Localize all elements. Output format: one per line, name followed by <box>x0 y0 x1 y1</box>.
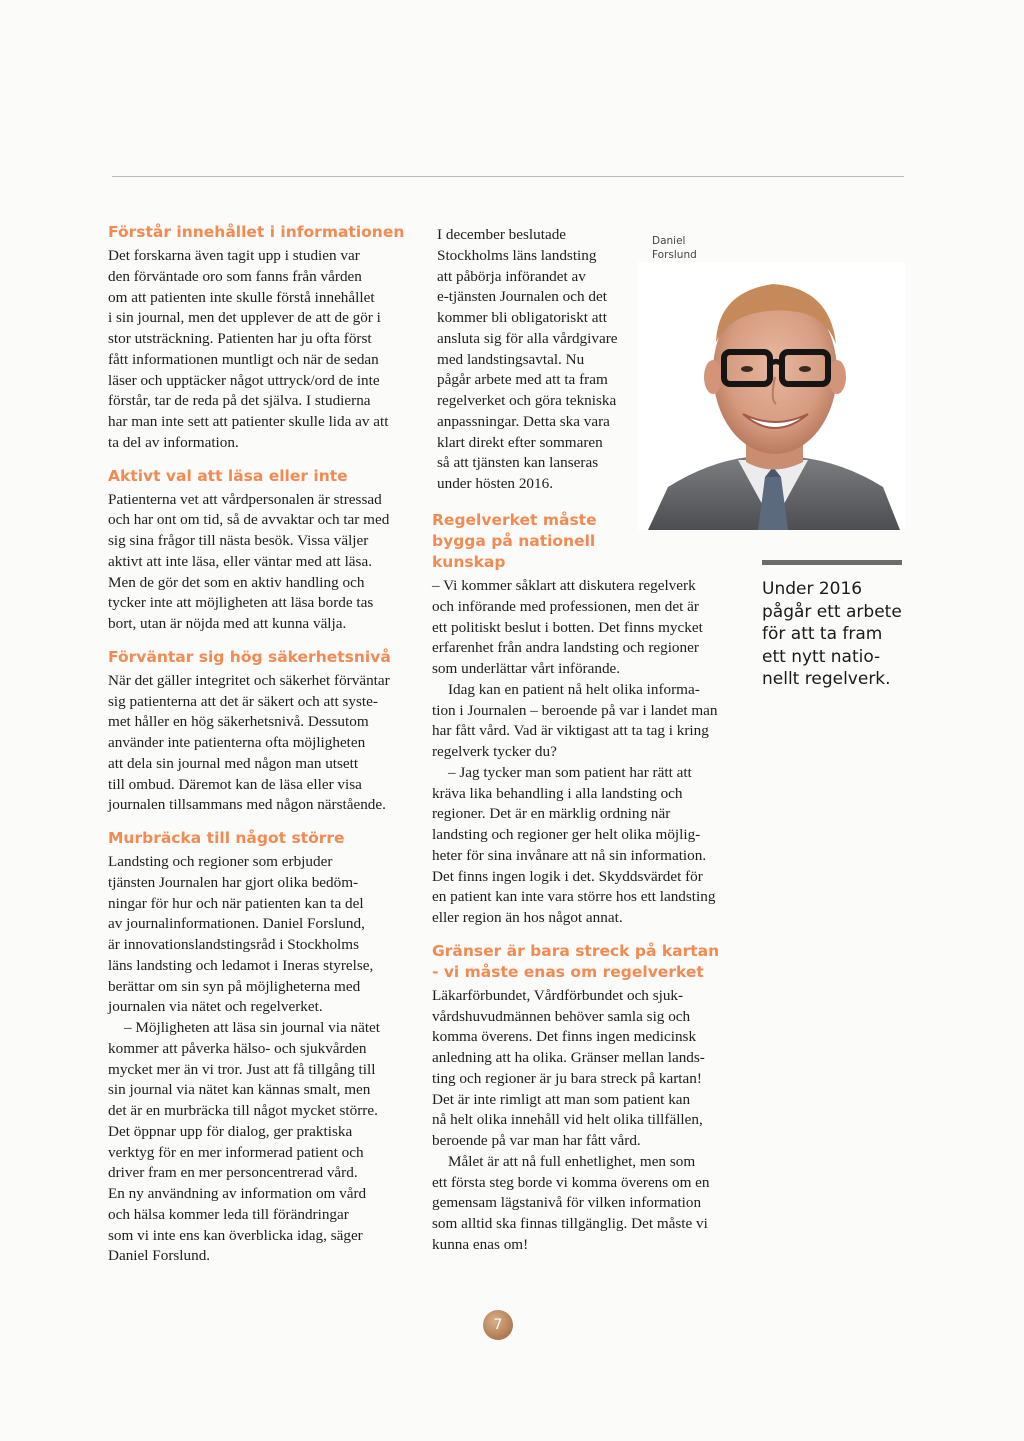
column-left <box>108 222 408 1279</box>
section-heading: Aktivt val att läsa eller inte <box>108 466 348 485</box>
section-sakerhet <box>108 647 408 816</box>
section-heading: Förväntar sig hög säkerhetsnivå <box>108 647 391 666</box>
section-body-quote: – Möjligheten att läsa sin journal via nätet kommer att påverka hälso- och sjukvården mycket mer än vi tror. Just att få tillgång till sin journal via nätet kan kännas smalt, men det är en murbräcka till något mycket större. Det öppnar upp för dialog, ger praktiska verktyg för en mer informerad patient och driver fram en mer personcentrerad vård. En ny användning av information om vård och hälsa kommer leda till förändringar som vi inte ens kan överblicka idag, säger Daniel Forslund. <box>108 1019 381 1265</box>
top-divider <box>112 176 904 177</box>
column-middle <box>432 510 738 1268</box>
section-body: Landsting och regioner som erbjuder tjänsten Journalen har gjort olika bedöm- ningar för hur och när patienten kan ta del av journalinformationen. Daniel Forslund, är innovationslandstingsråd i Stockholms läns landsting och ledamot i Ineras styrelse, berättar om sin syn på möjligheterna med journalen via nätet och regelverket. <box>108 853 374 1016</box>
section-body: – Vi kommer såklart att diskutera regelverk och införande med professionen, men det är ett politiskt beslut i botten. Det finns mycket erfarenhet från andra landsting och regioner som underlättar vårt införande. <box>432 577 703 677</box>
pull-quote: Under 2016 pågår ett arbete för att ta fram ett nytt natio- nellt regelverk. <box>762 579 902 689</box>
section-heading: Gränser är bara streck på kartan - vi måste enas om regelverket <box>432 941 720 981</box>
section-body: Patienterna vet att vårdpersonalen är stressad och har ont om tid, så de avvaktar och tar med sig sina frågor till nästa besök. Vissa väljer aktivt att inte läsa, eller väntar med att läsa. Men de gör det som en aktiv handling och tycker inte att möjligheten att läsa borde tas bort, utan är nöjda med att kunna välja. <box>108 490 390 632</box>
section-body-answer: – Jag tycker man som patient har rätt att kräva lika behandling i alla landsting och regioner. Det är en märklig ordning när landsting och regioner ger helt olika möjlig- heter för sina invånare att nå sin information. Det finns ingen logik i det. Skyddsvärdet för en patient kan inte vara större hos ett landsting eller region än hos något annat. <box>432 763 716 926</box>
portrait-photo <box>638 262 905 530</box>
section-body-question: Idag kan en patient nå helt olika informa- tion i Journalen – beroende på var i landet man har fått vård. Vad är viktigast att ta tag i kring regelverk tycker du? <box>432 680 718 760</box>
intro-paragraph: I december beslutade Stockholms läns landsting att påbörja införandet av e-tjänsten Journalen och det kommer bli obligatoriskt att ansluta sig för alla vårdgivare med landstingsavtal. Nu pågår arbete med att ta fram regelverket och göra tekniska anpassningar. Detta ska vara klart direkt efter sommaren så att tjänsten kan lanseras under hösten 2016. <box>437 226 618 492</box>
section-aktivt-val <box>108 466 408 635</box>
section-body-goal: Målet är att nå full enhetlighet, men som ett första steg borde vi komma överens om en gemensam lägstanivå för vilken information som alltid ska finnas tillgänglig. Det måste vi kunna enas om! <box>432 1152 710 1253</box>
section-murbracka <box>108 828 408 1267</box>
page-number-badge <box>483 1310 513 1340</box>
photo-caption: Daniel Forslund <box>652 235 697 261</box>
section-body: När det gäller integritet och säkerhet förväntar sig patienterna att det är säkert och att syste- met håller en hög säkerhetsnivå. Dessutom använder inte patienterna ofta möjligheten att dela sin journal med någon man utsett till ombud. Däremot kan de läsa eller visa journalen tillsammans med någon närstående. <box>108 671 390 814</box>
section-regelverket <box>432 510 738 929</box>
section-heading: Regelverket måste bygga på nationell kunskap <box>432 511 597 571</box>
column-middle-intro <box>437 225 637 495</box>
section-forstar <box>108 222 408 454</box>
pull-quote-bar <box>762 560 902 565</box>
section-body: Läkarförbundet, Vårdförbundet och sjuk- vårdshuvudmännen behöver samla sig och komma överens. Det finns ingen medicinsk anledning att ha olika. Gränser mellan lands- ting och regioner är ju bara streck på kartan! Det är inte rimligt att man som patient kan nå helt olika innehåll vid helt olika tillfällen, beroende på var man har fått vård. <box>432 986 705 1149</box>
page-number: 7 <box>493 1317 503 1333</box>
section-heading: Förstår innehållet i informationen <box>108 223 405 241</box>
section-granser <box>432 941 738 1256</box>
section-heading: Murbräcka till något större <box>108 829 345 847</box>
section-body: Det forskarna även tagit upp i studien var den förväntade oro som fanns från vården om att patienten inte skulle förstå innehållet i sin journal, men det upplever de att de gör i stor utsträckning. Patienten har ju ofta först fått informationen muntligt och när de sedan läser och upptäcker något uttryck/ord de inte förstår, tar de reda på det själva. I studierna har man inte sett att patienter skulle lida av att ta del av information. <box>108 247 389 451</box>
